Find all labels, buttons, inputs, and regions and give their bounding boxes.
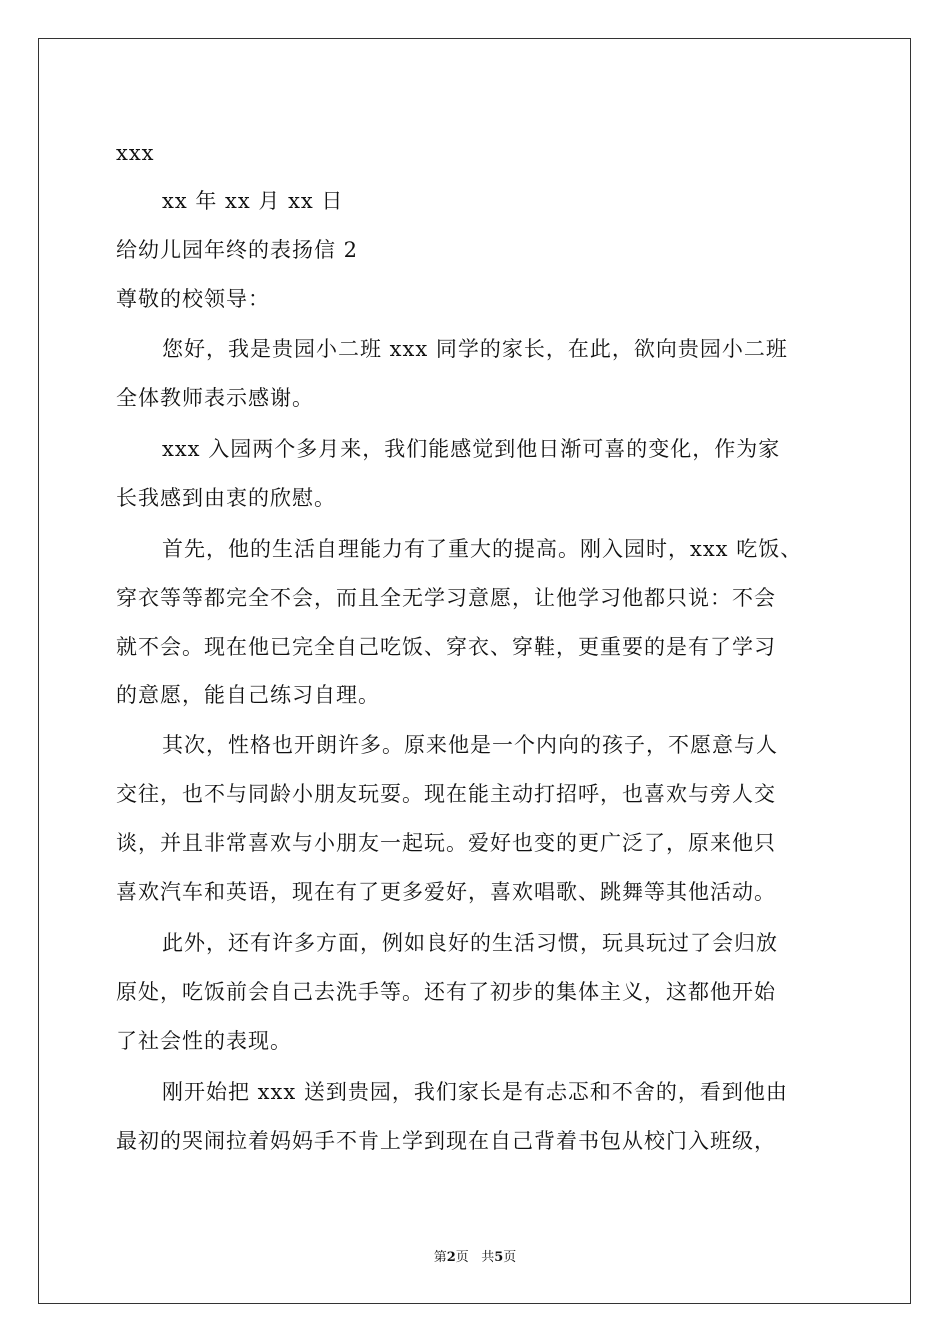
paragraph-line: 谈，并且非常喜欢与小朋友一起玩。爱好也变的更广泛了，原来他只 xyxy=(116,831,776,855)
salutation: 尊敬的校领导： xyxy=(116,287,270,311)
paragraph-line: 全体教师表示感谢。 xyxy=(116,386,314,410)
page-prefix: 第 xyxy=(433,1250,447,1265)
paragraph-line: 了社会性的表现。 xyxy=(116,1029,292,1053)
date: xx 年 xx 月 xx 日 xyxy=(162,189,344,213)
paragraph-line: 喜欢汽车和英语，现在有了更多爱好，喜欢唱歌、跳舞等其他活动。 xyxy=(116,880,776,904)
paragraph-line: 的意愿，能自己练习自理。 xyxy=(116,683,380,707)
paragraph-line: 最初的哭闹拉着妈妈手不肯上学到现在自己背着书包从校门入班级， xyxy=(116,1129,776,1153)
page-suffix: 页 xyxy=(455,1250,469,1265)
page-number: 2 xyxy=(446,1250,456,1265)
total-suffix: 页 xyxy=(503,1250,517,1265)
signature: xxx xyxy=(116,141,155,165)
page-border xyxy=(38,38,911,1304)
paragraph-line: 长我感到由衷的欣慰。 xyxy=(116,486,336,510)
paragraph-line: 穿衣等等都完全不会，而且全无学习意愿，让他学习他都只说：不会 xyxy=(116,586,776,610)
total-prefix: 共 xyxy=(481,1250,495,1265)
paragraph-line: 刚开始把 xxx 送到贵园，我们家长是有忐忑和不舍的，看到他由 xyxy=(162,1080,788,1104)
paragraph-line: 其次，性格也开朗许多。原来他是一个内向的孩子，不愿意与人 xyxy=(162,733,778,757)
paragraph-line: 原处，吃饭前会自己去洗手等。还有了初步的集体主义，这都他开始 xyxy=(116,980,776,1004)
paragraph-line: 交往，也不与同龄小朋友玩耍。现在能主动打招呼，也喜欢与旁人交 xyxy=(116,782,776,806)
paragraph-line: 您好，我是贵园小二班 xxx 同学的家长，在此，欲向贵园小二班 xyxy=(162,337,788,361)
total-pages: 5 xyxy=(494,1250,504,1265)
paragraph-line: 就不会。现在他已完全自己吃饭、穿衣、穿鞋，更重要的是有了学习 xyxy=(116,635,776,659)
paragraph-line: 首先，他的生活自理能力有了重大的提高。刚入园时，xxx 吃饭、 xyxy=(162,537,803,561)
page-footer xyxy=(0,1246,950,1265)
letter-title: 给幼儿园年终的表扬信 2 xyxy=(116,238,359,262)
paragraph-line: xxx 入园两个多月来，我们能感觉到他日渐可喜的变化，作为家 xyxy=(162,437,781,461)
paragraph-line: 此外，还有许多方面，例如良好的生活习惯，玩具玩过了会归放 xyxy=(162,931,778,955)
